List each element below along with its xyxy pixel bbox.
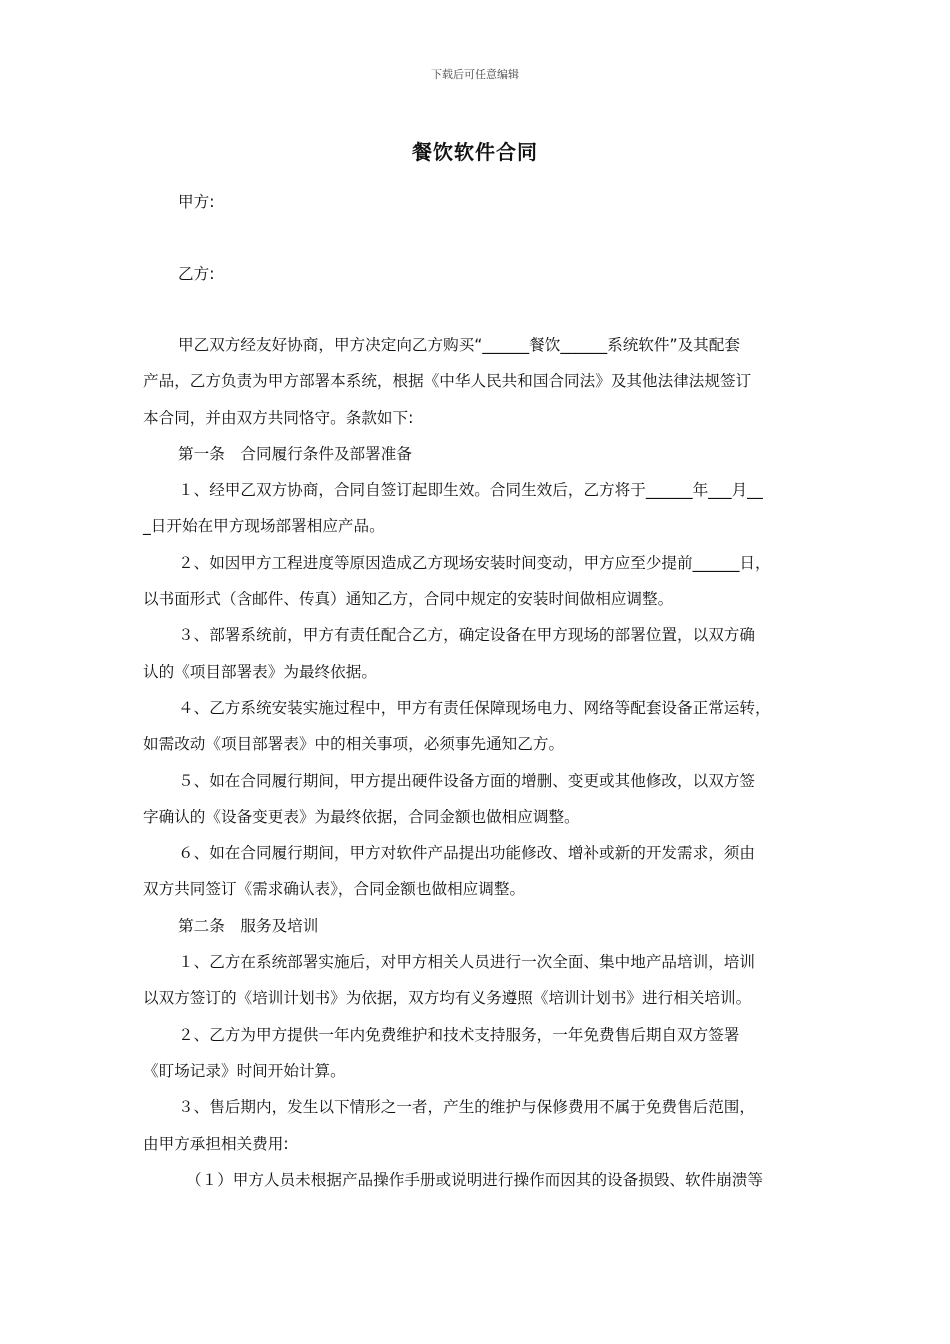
party-a-label: 甲方: <box>178 193 215 211</box>
body-line: 以书面形式（含邮件、传真）通知乙方，合同中规定的安装时间做相应调整。 <box>143 590 674 609</box>
body-line: ２、乙方为甲方提供一年内免费维护和技术支持服务，一年免费售后期自双方签署 <box>178 1025 740 1044</box>
body-line: ３、售后期内，发生以下情形之一者，产生的维护与保修费用不属于免费售后范围， <box>178 1098 755 1117</box>
contract-body <box>143 327 811 1198</box>
body-line: （１）甲方人员未根据产品操作手册或说明进行操作而因其的设备损毁、软件崩溃等 <box>186 1170 763 1189</box>
body-line: 如需改动《项目部署表》中的相关事项，必须事先通知乙方。 <box>143 735 565 754</box>
body-line: １、乙方在系统部署实施后，对甲方相关人员进行一次全面、集中地产品培训，培训 <box>178 953 755 972</box>
body-line: ４、乙方系统安装实施过程中，甲方有责任保障现场电力、网络等配套设备正常运转， <box>178 698 771 717</box>
body-line: 《盯场记录》时间开始计算。 <box>143 1061 346 1080</box>
body-line: 认的《项目部署表》为最终依据。 <box>143 662 377 681</box>
document-title: 餐饮软件合同 <box>412 140 538 164</box>
article-heading: 第一条 合同履行条件及部署准备 <box>178 444 412 463</box>
body-line: 本合同，并由双方共同恪守。条款如下: <box>143 408 414 427</box>
body-line: ５、如在合同履行期间，甲方提出硬件设备方面的增删、变更或其他修改，以双方签 <box>178 771 755 790</box>
party-b-label: 乙方: <box>178 265 215 283</box>
body-line: ２、如因甲方工程进度等原因造成乙方现场安装时间变动，甲方应至少提前______日， <box>178 553 771 572</box>
body-line: 产品，乙方负责为甲方部署本系统，根据《中华人民共和国合同法》及其他法律法规签订 <box>143 372 752 391</box>
page-header-note: 下载后可任意编辑 <box>431 68 519 81</box>
body-line: ３、部署系统前，甲方有责任配合乙方，确定设备在甲方现场的部署位置，以双方确 <box>178 626 755 645</box>
body-line: 以双方签订的《培训计划书》为依据，双方均有义务遵照《培训计划书》进行相关培训。 <box>143 989 752 1008</box>
body-line: ６、如在合同履行期间，甲方对软件产品提出功能修改、增补或新的开发需求，须由 <box>178 844 755 863</box>
body-line: １、经甲乙双方协商，合同自签订起即生效。合同生效后，乙方将于______年___月__ <box>178 481 763 500</box>
body-line: 双方共同签订《需求确认表》，合同金额也做相应调整。 <box>143 880 526 899</box>
article-heading: 第二条 服务及培训 <box>178 916 319 935</box>
body-line: 甲乙双方经友好协商，甲方决定向乙方购买“______餐饮______系统软件”及其配套 <box>178 336 740 354</box>
body-line: 由甲方承担相关费用: <box>143 1134 289 1153</box>
body-line: 字确认的《设备变更表》为最终依据，合同金额也做相应调整。 <box>143 807 580 826</box>
body-line: _日开始在甲方现场部署相应产品。 <box>143 517 385 536</box>
